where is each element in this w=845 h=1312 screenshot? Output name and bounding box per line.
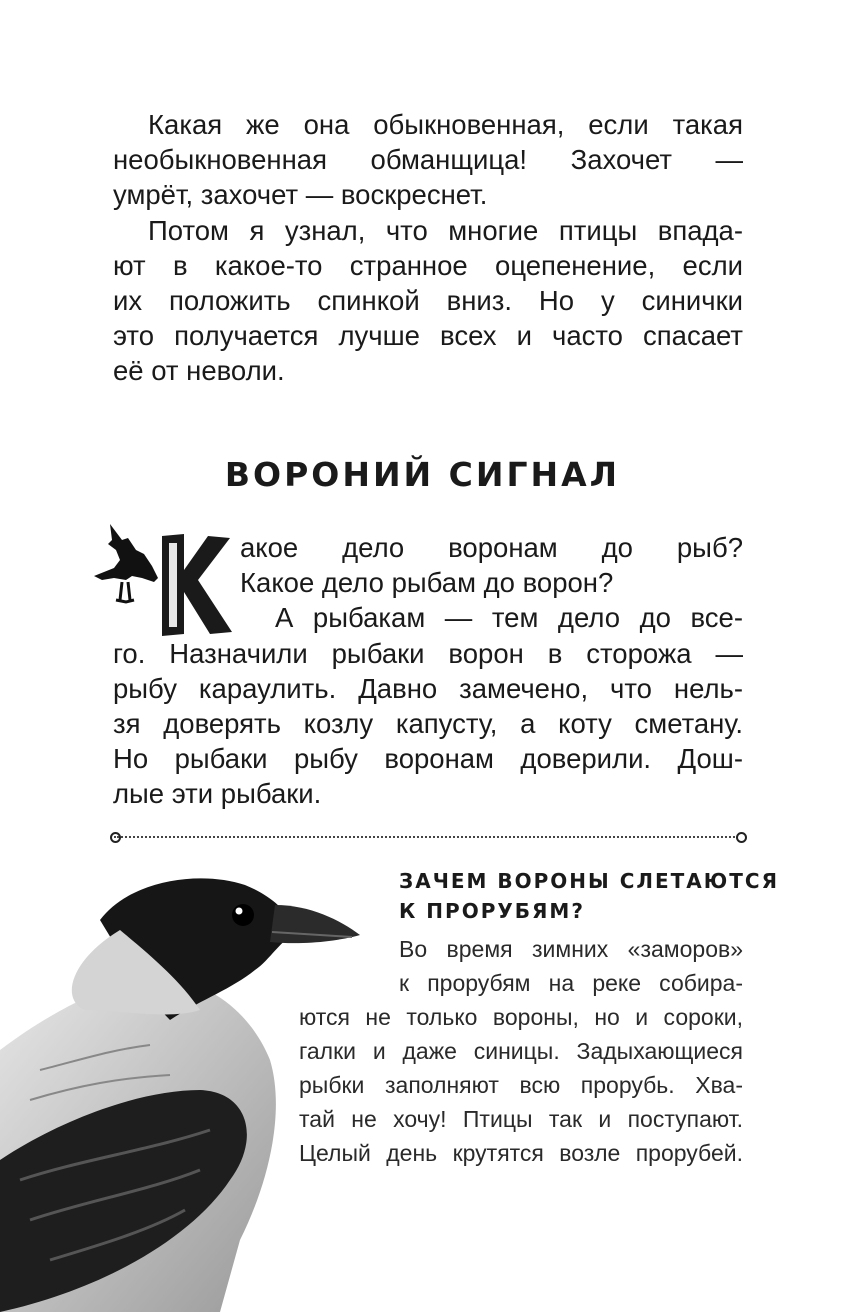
- chapter-title: ВОРОНИЙ СИГНАЛ: [224, 455, 621, 494]
- body-text-line: Потом я узнал, что многие птицы впада-: [148, 215, 743, 246]
- sidebar-text-line: к прорубям на реке собира-: [399, 970, 743, 996]
- crow-silhouette-icon: [92, 520, 237, 640]
- body-text-line: Какое дело рыбам до ворон?: [240, 567, 614, 598]
- sidebar-text-line: Целый день крутятся возле прорубей.: [299, 1140, 743, 1166]
- sidebar-title-line: ЗАЧЕМ ВОРОНЫ СЛЕТАЮТСЯ: [399, 869, 779, 893]
- divider-dot-right: [736, 832, 747, 843]
- sidebar-title-line: К ПРОРУБЯМ?: [399, 899, 585, 923]
- dotted-divider: [114, 836, 742, 838]
- body-text-line: умрёт, захочет — воскреснет.: [113, 179, 488, 210]
- sidebar-text-line: рыбки заполняют всю прорубь. Хва-: [299, 1072, 743, 1098]
- sidebar-text-line: галки и даже синицы. Задыхающиеся: [299, 1038, 743, 1064]
- body-text-line: А рыбакам — тем дело до все-: [275, 602, 743, 633]
- body-text-line: ют в какое-то странное оцепенение, если: [113, 250, 743, 281]
- body-text-line: го. Назначили рыбаки ворон в сторожа —: [113, 638, 743, 669]
- body-text-line: это получается лучше всех и часто спасает: [113, 320, 743, 351]
- sidebar-text-line: ются не только вороны, но и сороки,: [299, 1004, 743, 1030]
- body-text-line: акое дело воронам до рыб?: [240, 532, 743, 563]
- body-text-line: Но рыбаки рыбу воронам доверили. Дош-: [113, 743, 743, 774]
- body-text-line: её от неволи.: [113, 355, 285, 386]
- drop-cap: [92, 520, 237, 640]
- sidebar-text-line: тай не хочу! Птицы так и поступают.: [299, 1106, 743, 1132]
- body-text-line: необыкновенная обманщица! Захочет —: [113, 144, 743, 175]
- body-text-line: зя доверять козлу капусту, а коту сметану.: [113, 708, 743, 739]
- body-text-line: лые эти рыбаки.: [113, 778, 322, 809]
- sidebar-text-line: Во время зимних «заморов»: [399, 936, 743, 962]
- body-text-line: рыбу караулить. Давно замечено, что нель-: [113, 673, 743, 704]
- body-text-line: Какая же она обыкновенная, если такая: [148, 109, 743, 140]
- body-text-line: их положить спинкой вниз. Но у синички: [113, 285, 743, 316]
